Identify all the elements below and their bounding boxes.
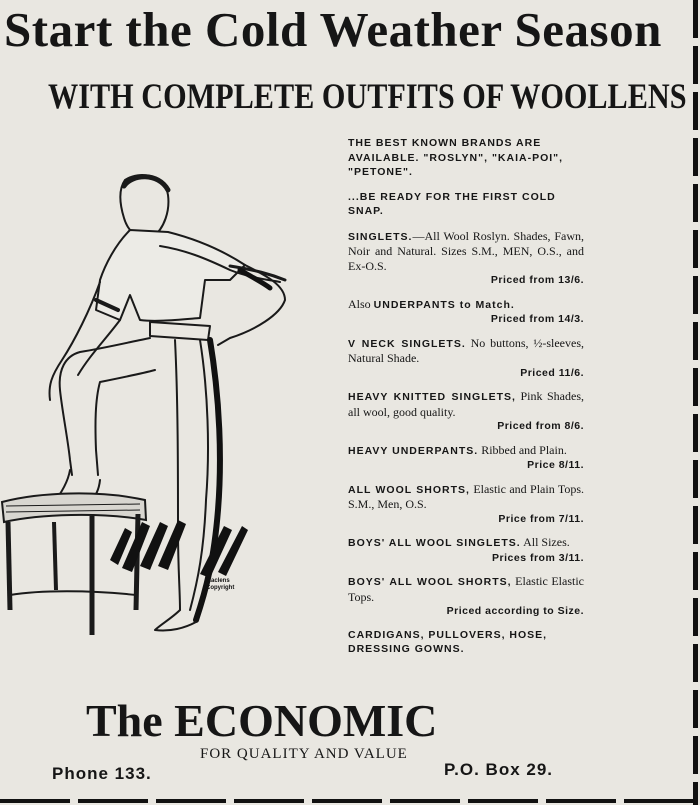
headline: Start the Cold Weather Season [4,2,662,57]
illustration-credit: Maclens [206,578,230,584]
item-price: Prices from 3/11. [492,551,584,564]
item-head: V NECK SINGLETS. [348,337,466,350]
item-head: HEAVY UNDERPANTS. [348,444,479,457]
phone-number: Phone 133. [52,764,152,783]
item-head: ALL WOOL SHORTS, [348,483,470,496]
item-price: Price 8/11. [527,459,584,471]
item-head: BOYS' ALL WOOL SINGLETS. [348,537,521,549]
store-name: The ECONOMIC [86,695,438,746]
item-text: —All Wool Roslyn. Shades, Fawn, Noir and Natural. Sizes S.M., MEN, O.S., and Ex-O.S. [348,228,584,273]
item-all-wool-shorts [348,482,584,527]
page-edge-border-right [693,0,698,805]
item-boys-singlets [348,535,584,565]
illustration-copyright: Copyright [206,585,235,591]
item-text: Elastic Elastic Tops. [348,574,585,604]
item-lead: Also [348,296,371,311]
item-head: HEAVY KNITTED SINGLETS, [348,391,516,403]
store-tagline: FOR QUALITY AND VALUE [200,746,408,762]
item-underpants-match [348,297,584,327]
item-head: UNDERPANTS to Match. [373,298,515,311]
item-heavy-underpants [348,443,584,473]
item-heavy-knitted-singlets [348,389,584,434]
item-price: Priced from 14/3. [490,313,584,325]
item-head: SINGLETS. [348,230,413,243]
item-singlets [348,229,584,288]
item-text: No buttons, ½-sleeves, Natural Shade. [348,335,585,365]
item-text: Ribbed and Plain. [481,442,567,457]
item-head: BOYS' ALL WOOL SHORTS, [348,576,512,588]
item-boys-shorts [348,574,584,619]
closing-line: CARDIGANS, PULLOVERS, HOSE, DRESSING GOWNS. [348,628,548,655]
item-price: Price from 7/11. [498,512,584,525]
item-text: Pink Shades, all wool, good quality. [348,389,584,419]
item-text: Elastic and Plain Tops. S.M., Men, O.S. [348,481,585,511]
subheadline: WITH COMPLETE OUTFITS OF WOOLLENS [48,76,687,116]
item-price: Priced from 13/6. [490,274,584,286]
product-list-column [348,136,584,667]
intro-brands: THE BEST KNOWN BRANDS ARE AVAILABLE. "ROSLYN", "KAIA-POI", "PETONE". [348,137,564,178]
po-box: P.O. Box 29. [444,760,554,779]
item-price: Priced according to Size. [446,605,584,617]
item-v-neck-singlets [348,336,584,381]
item-price: Priced from 8/6. [497,420,584,432]
intro-ready: ...BE READY FOR THE FIRST COLD SNAP. [348,190,556,217]
page-edge-border-bottom [0,799,700,803]
item-text: All Sizes. [523,535,570,549]
item-price: Priced 11/6. [520,366,584,379]
man-in-woollens-illustration [0,170,300,650]
